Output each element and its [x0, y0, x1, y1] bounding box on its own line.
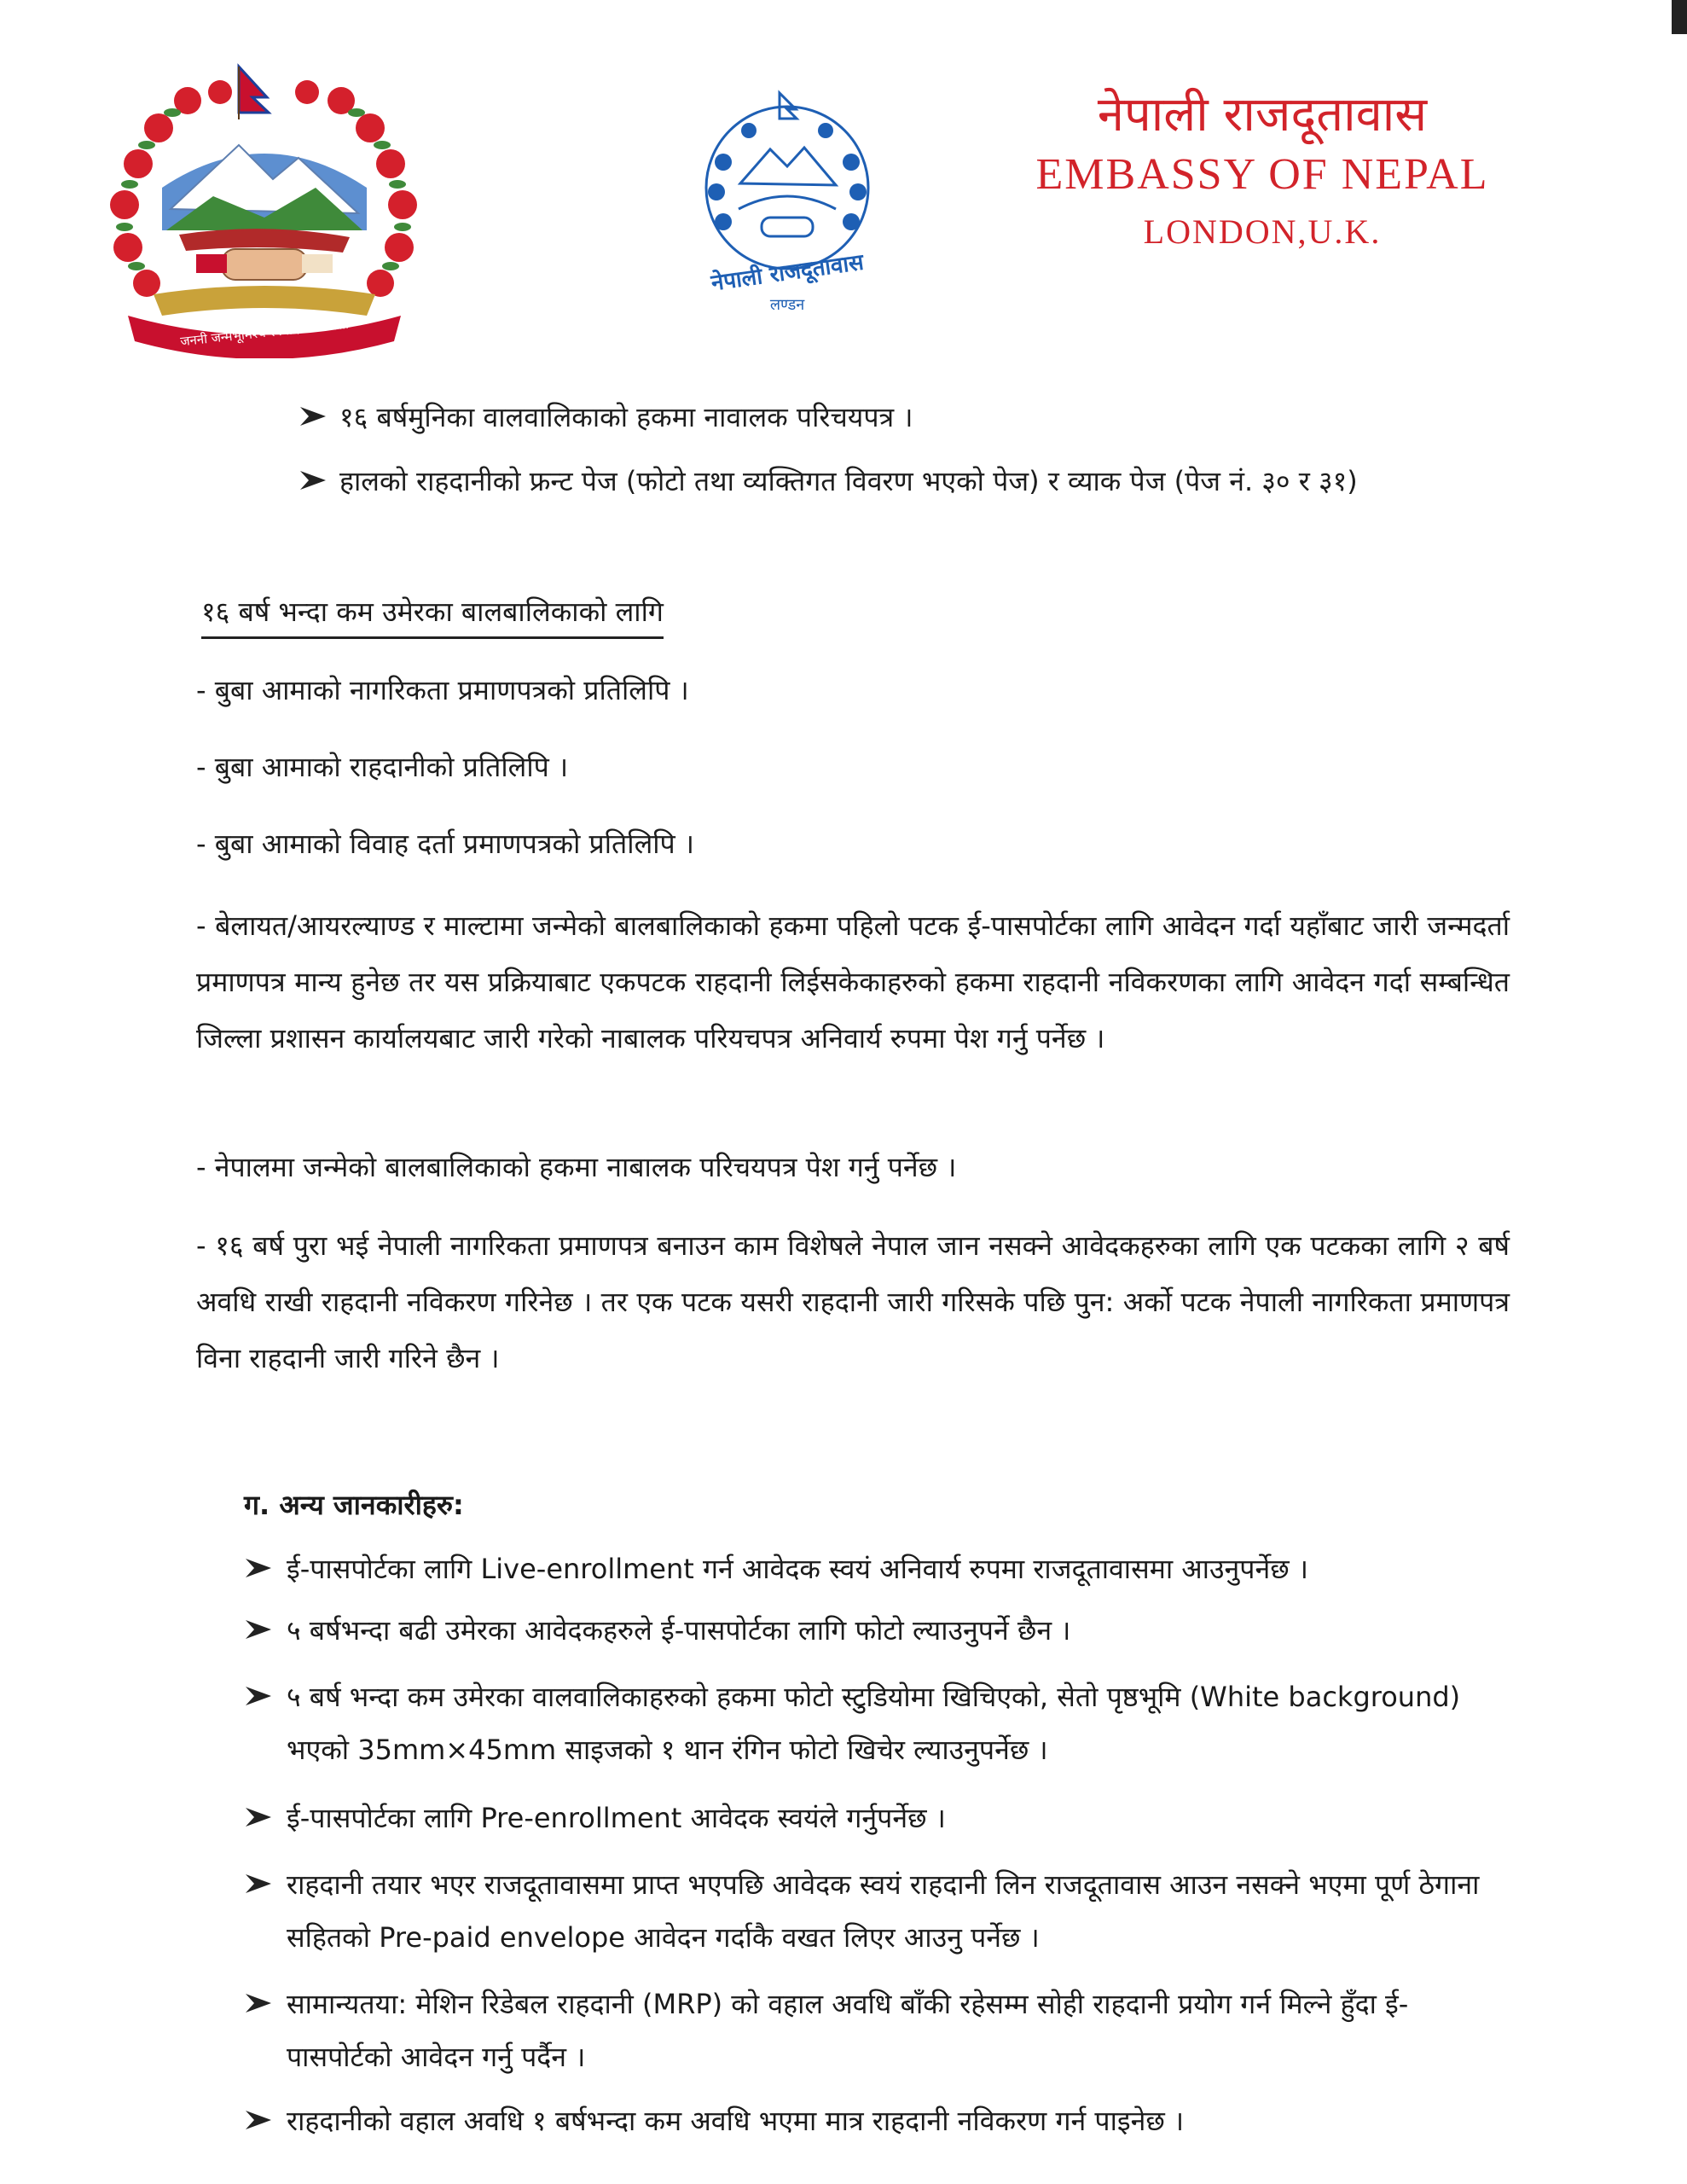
- embassy-name-english: EMBASSY OF NEPAL: [1035, 150, 1489, 199]
- children-requirement-item: - बुबा आमाको विवाह दर्ता प्रमाणपत्रको प्रतिलिपि ।: [196, 828, 695, 860]
- arrow-bullet-icon: [244, 1872, 273, 1896]
- other-info-bullet-text: ५ बर्ष भन्दा कम उमेरका वालवालिकाहरुको हकमा फोटो स्टुडियोमा खिचिएको, सेतो पृष्ठभूमि (White background) भएको 35mm×45mm साइजको १ थान रंगिन फोटो खिचेर ल्याउनुपर्नेछ ।: [287, 1681, 1461, 1766]
- embassy-name-nepali: नेपाली राजदूतावास: [1097, 87, 1428, 142]
- other-info-bullet-text: ५ बर्षभन्दा बढी उमेरका आवेदकहरुले ई-पासपोर्टका लागि फोटो ल्याउनुपर्ने छैन ।: [287, 1614, 1071, 1647]
- embassy-seal-emblem: [689, 81, 885, 324]
- other-info-bullet: [244, 1978, 1506, 2083]
- arrow-bullet-icon: [299, 468, 328, 492]
- other-info-bullet: [244, 1858, 1506, 1964]
- embassy-city: LONDON,U.K.: [1143, 212, 1382, 251]
- other-info-bullet: [244, 2094, 1506, 2147]
- arrow-bullet-icon: [244, 1618, 273, 1641]
- other-info-bullet: [244, 1792, 1506, 1844]
- top-bullet-text: १६ बर्षमुनिका वालवालिकाको हकमा नावालक परिचयपत्र ।: [339, 401, 913, 433]
- scan-edge-mark: [1672, 0, 1687, 34]
- arrow-bullet-icon: [299, 404, 328, 428]
- arrow-bullet-icon: [244, 2108, 273, 2132]
- other-info-bullet-text: राहदानीको वहाल अवधि १ बर्षभन्दा कम अवधि भएमा मात्र राहदानी नविकरण गर्न पाइनेछ ।: [287, 2105, 1185, 2137]
- seal-text: नेपाली राजदूतावास: [709, 249, 866, 297]
- arrow-bullet-icon: [244, 1556, 273, 1580]
- arrow-bullet-icon: [244, 1684, 273, 1708]
- top-bullet-item: [299, 398, 913, 435]
- arrow-bullet-icon: [244, 1805, 273, 1829]
- nepal-born-children-paragraph: - नेपालमा जन्मेको बालबालिकाको हकमा नाबालक परिचयपत्र पेश गर्नु पर्नेछ ।: [196, 1151, 957, 1183]
- arrow-bullet-icon: [244, 1991, 273, 2015]
- age-16-renewal-paragraph: - १६ बर्ष पुरा भई नेपाली नागरिकता प्रमाणपत्र बनाउन काम विशेषले नेपाल जान नसक्ने आवेदकहरुका लागि एक पटकका लागि २ बर्ष अवधि राखी राहदानी नविकरण गरिनेछ । तर एक पटक यसरी राहदानी जारी गरिसके पछि पुन: अर्को पटक नेपाली नागरिकता प्रमाणपत्र विना राहदानी जारी गरिने छैन ।: [196, 1229, 1510, 1374]
- children-requirement-item: - बुबा आमाको राहदानीको प्रतिलिपि ।: [196, 751, 569, 783]
- other-info-bullet-text: ई-पासपोर्टका लागि Live-enrollment गर्न आवेदक स्वयं अनिवार्य रुपमा राजदूतावासमा आउनुपर्नेछ ।: [287, 1553, 1308, 1585]
- other-info-bullet-text: राहदानी तयार भएर राजदूतावासमा प्राप्त भएपछि आवेदक स्वयं राहदानी लिन राजदूतावास आउन नसक्ने भएमा पूर्ण ठेगाना सहितको Pre-paid envelope आवेदन गर्दाकै वखत लिएर आउनु पर्नेछ ।: [287, 1868, 1480, 1954]
- other-info-heading: ग. अन्य जानकारीहरु:: [244, 1489, 464, 1521]
- emblem-motto: जननी जन्मभूमिश्च स्वर्गादपि गरीयसी: [179, 316, 350, 350]
- uk-born-children-paragraph: - बेलायत/आयरल्याण्ड र माल्टामा जन्मेको बालबालिकाको हकमा पहिलो पटक ई-पासपोर्टका लागि आवेदन गर्दा यहाँबाट जारी जन्मदर्ता प्रमाणपत्र मान्य हुनेछ तर यस प्रक्रियाबाट एकपटक राहदानी लिईसकेकाहरुको हकमा राहदानी नविकरणका लागि आवेदन गर्दा सम्बन्धित जिल्ला प्रशासन कार्यालयबाट जारी गरेको नाबालक परियचपत्र अनिवार्य रुपमा पेश गर्नु पर्नेछ ।: [196, 909, 1510, 1054]
- embassy-title-block: [964, 85, 1561, 259]
- other-info-bullet: [244, 1542, 1506, 1595]
- other-info-bullet-text: सामान्यतया: मेशिन रिडेबल राहदानी (MRP) को वहाल अवधि बाँकी रहेसम्म सोही राहदानी प्रयोग गर्न मिल्ने हुँदा ई-पासपोर्टको आवेदन गर्नु पर्दैन ।: [287, 1988, 1409, 2073]
- other-info-bullet: [244, 1670, 1506, 1776]
- children-requirement-item: - बुबा आमाको नागरिकता प्रमाणपत्रको प्रतिलिपि ।: [196, 674, 689, 706]
- seal-city: लण्डन: [769, 296, 805, 314]
- top-bullet-item: [299, 462, 1358, 499]
- top-bullet-text: हालको राहदानीको फ्रन्ट पेज (फोटो तथा व्यक्तिगत विवरण भएको पेज) र व्याक पेज (पेज नं. ३० र ३१): [339, 465, 1358, 497]
- other-info-bullet-text: ई-पासपोर्टका लागि Pre-enrollment आवेदक स्वयंले गर्नुपर्नेछ ।: [287, 1802, 946, 1834]
- children-section-heading: १६ बर्ष भन्दा कम उमेरका बालबालिकाको लागि: [201, 593, 664, 639]
- other-info-bullet: [244, 1604, 1506, 1657]
